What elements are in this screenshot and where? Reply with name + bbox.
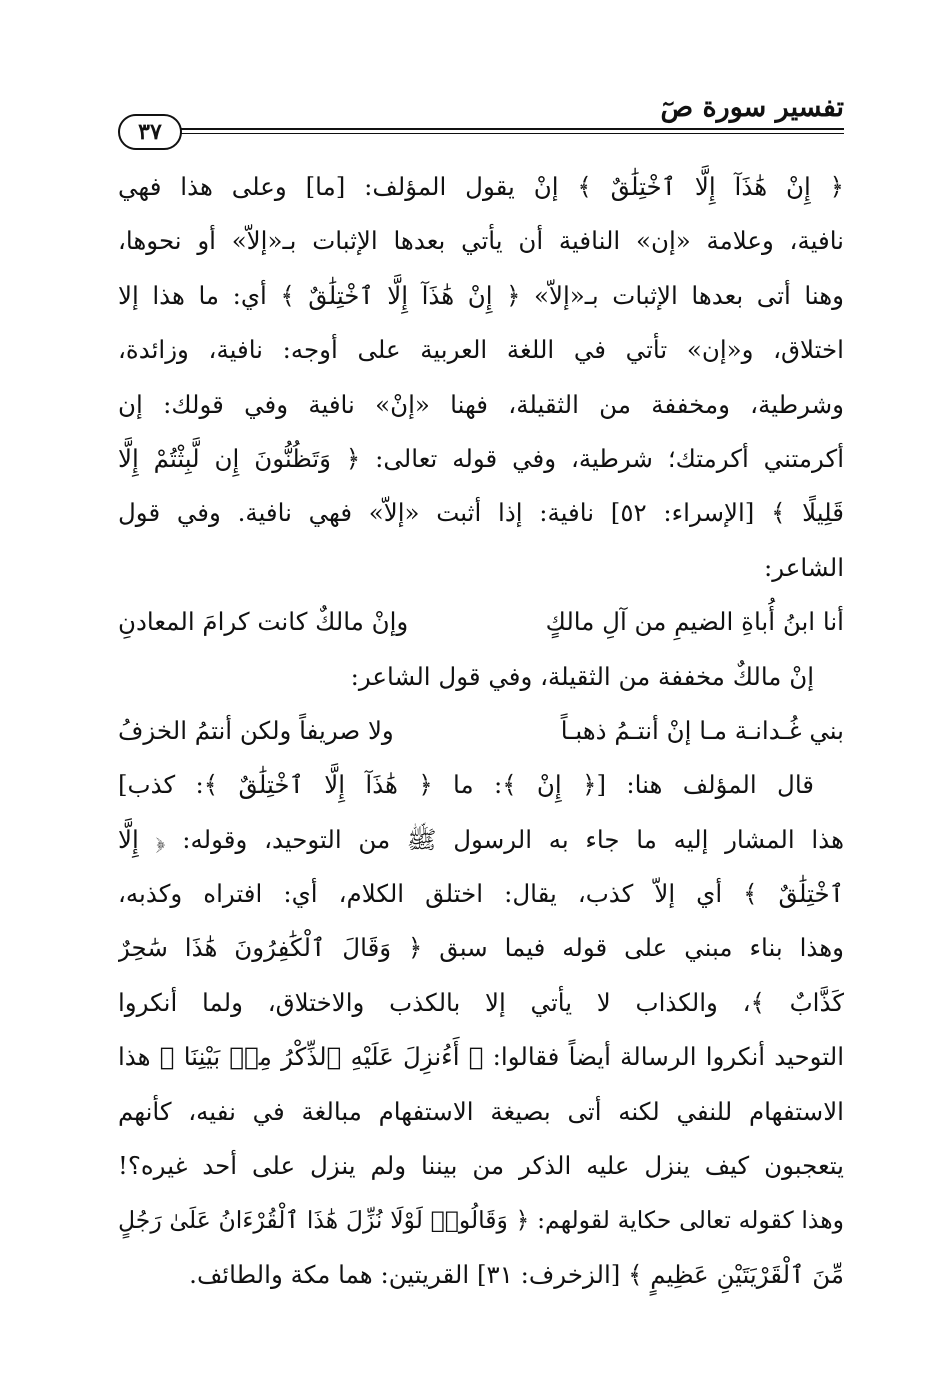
- poem-first-hemistich: أنا ابنُ أُباةِ الضيمِ من آلِ مالكٍ: [545, 607, 844, 637]
- header-rule-thin: [170, 133, 844, 134]
- page-number: ٣٧: [118, 114, 182, 150]
- text-line: الشاعر:: [764, 552, 844, 582]
- poem-second-hemistich: ولا صريفاً ولكن أنتمُ الخزفُ: [118, 715, 394, 745]
- running-title: تفسير سورة صٓ: [660, 92, 844, 123]
- body-text: [118, 160, 844, 1302]
- text-line: يتعجبون كيف ينزل عليه الذكر من بيننا ولم ينزل على أحد غيره؟!: [118, 1151, 844, 1181]
- poem-first-hemistich: بني غُـدانـة مـا إنْ أنتـمُ ذهبـاً: [560, 715, 844, 745]
- text-line: أكرمتني أكرمتك؛ شرطية، وفي قوله تعالى: ﴿ وَتَظُنُّونَ إِن لَّبِثْتُمْ إِلَّا: [118, 443, 844, 473]
- page-header: [118, 88, 844, 148]
- text-line: اختلاق، و«إن» تأتي في اللغة العربية على أوجه: نافية، وزائدة،: [118, 335, 844, 365]
- text-line: وهنا أتى بعدها الإثبات بـ«إلاّ» ﴿ إِنْ هَٰذَآ إِلَّا ٱخْتِلَٰقٌ ﴾ أي: ما هذا إلا: [118, 280, 844, 310]
- text-line: قَلِيلًا ﴾ [الإسراء: ٥٢] نافية: إذا أثبت «إلاّ» فهي نافية. وفي قول: [118, 498, 844, 528]
- text-line: كَذَّابٌ ﴾، والكذاب لا يأتي إلا بالكذب والاختلاق، ولما أنكروا: [118, 987, 844, 1017]
- text-line: وهذا بناء مبني على قوله فيما سبق ﴿ وَقَالَ ٱلْكَٰفِرُونَ هَٰذَا سَٰحِرٌ: [118, 933, 844, 963]
- text-line: هذا المشار إليه ما جاء به الرسول ﷺ من التوحيد، وقوله: ﴿ إِلَّا: [118, 824, 844, 854]
- text-line: وهذا كقوله تعالى حكاية لقولهم: ﴿ وَقَالُوا۟ لَوْلَا نُزِّلَ هَٰذَا ٱلْقُرْءَانُ عَلَىٰ رَجُلٍ: [118, 1206, 844, 1235]
- poem-verse: [118, 704, 844, 758]
- text-line: التوحيد أنكروا الرسالة أيضاً فقالوا: ﴿ أَءُنزِلَ عَلَيْهِ ٱلذِّكْرُ مِنۢ بَيْنِنَا ﴾ هذا: [118, 1042, 844, 1072]
- header-rule: [170, 128, 844, 130]
- text-line: قال المؤلف هنا: [﴿ إِنْ ﴾: ما ﴿ هَٰذَآ إِلَّا ٱخْتِلَٰقٌ ﴾: كذب]: [118, 770, 814, 800]
- text-line: ﴿ إِنْ هَٰذَآ إِلَّا ٱخْتِلَٰقٌ ﴾ إنْ يقول المؤلف: [ما] وعلى هذا فهي: [118, 172, 844, 201]
- text-line: نافية، وعلامة «إن» النافية أن يأتي بعدها الإثبات بـ«إلاّ» أو نحوها،: [118, 226, 844, 256]
- text-line: ٱخْتِلَٰقٌ ﴾ أي إلاّ كذب، يقال: اختلق الكلام، أي: افتراه وكذبه،: [118, 879, 844, 909]
- poem-second-hemistich: وإنْ مالكٌ كانت كرامَ المعادنِ: [118, 607, 409, 637]
- text-line: وشرطية، ومخففة من الثقيلة، فهنا «إنْ» نافية وفي قولك: إن: [118, 389, 844, 419]
- text-line: إنْ مالكٌ مخففة من الثقيلة، وفي قول الشاعر:: [350, 661, 814, 691]
- text-line: الاستفهام للنفي لكنه أتى بصيغة الاستفهام مبالغة في نفيه، كأنهم: [118, 1096, 844, 1126]
- poem-verse: [118, 595, 844, 649]
- text-line: مِّنَ ٱلْقَرْيَتَيْنِ عَظِيمٍ ﴾ [الزخرف: ٣١] القريتين: هما مكة والطائف.: [189, 1259, 844, 1289]
